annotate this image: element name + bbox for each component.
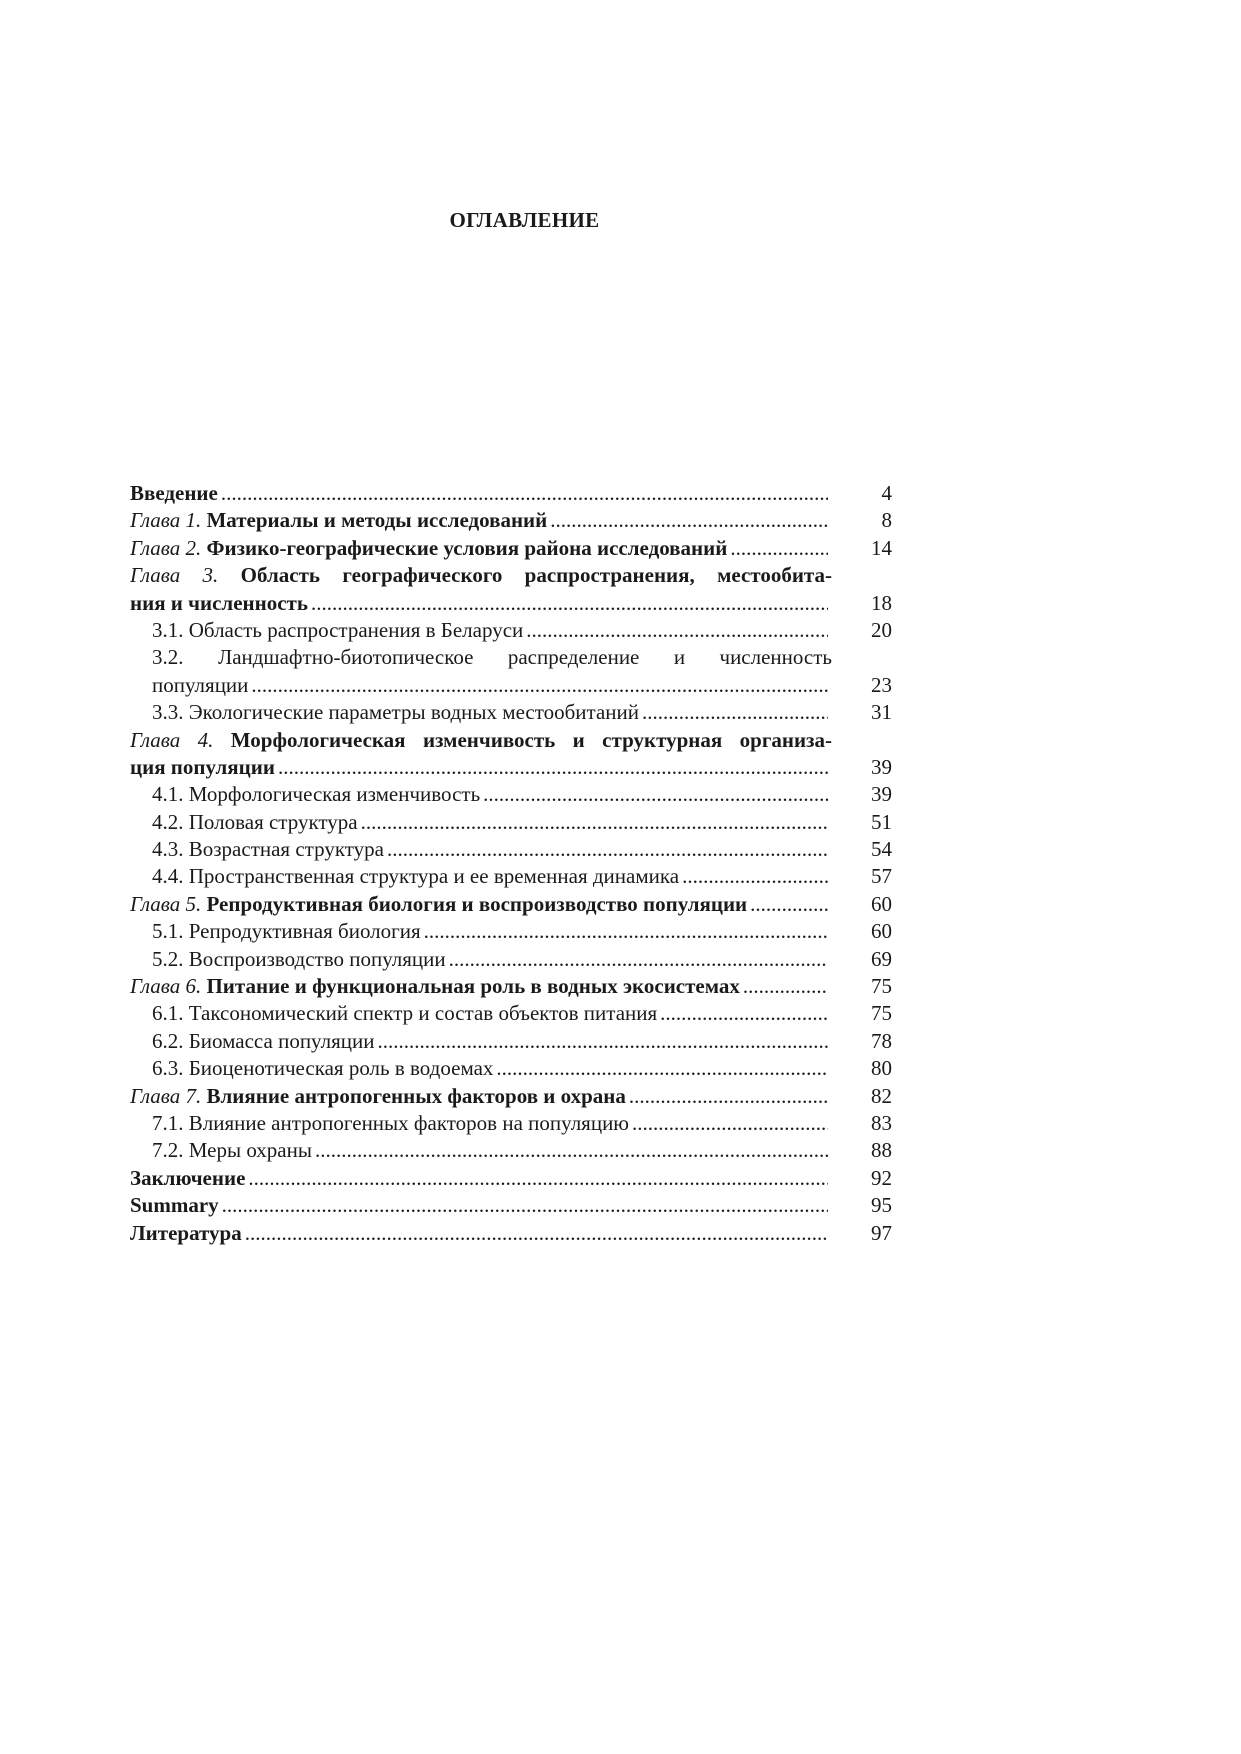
toc-chapter-label: Глава 7. [130,1083,202,1108]
toc-page-number: 23 [871,672,892,697]
toc-page-number: 4 [881,481,892,505]
toc-page-number: 60 [871,891,892,916]
toc-title-continued: ция популяции [130,754,275,779]
toc-title: 6.2. Биомасса популяции [152,1028,375,1053]
toc-leader [222,1192,828,1219]
toc-title: 4.3. Возрастная структура [152,837,384,862]
toc-chapter-label: Глава 6. [130,974,202,999]
toc-entry-chapter-3[interactable] [130,590,892,617]
toc-title: Область географического распространения, местообита- [240,563,832,588]
toc-title: 4.4. Пространственная структура и ее временная динамика [152,864,680,889]
toc-leader [248,1165,828,1192]
toc-justified-line [130,562,832,589]
toc-leader [642,699,828,726]
toc-entry-chapter-7[interactable] [130,1083,892,1110]
toc-leader [629,1083,828,1110]
toc-leader [387,836,828,863]
toc-leader [315,1137,828,1164]
toc-leader [278,754,828,781]
toc-title: 4.2. Половая структура [152,809,358,834]
toc-chapter-label: Глава 1. [130,508,202,533]
toc-title: 7.1. Влияние антропогенных факторов на популяцию [152,1110,629,1135]
toc-entry-section-6-2[interactable] [130,1028,892,1055]
toc-page-number: 8 [881,508,892,533]
toc-title: 5.1. Репродуктивная биология [152,919,421,944]
toc-page-number: 82 [871,1083,892,1108]
table-of-contents [130,480,892,1247]
toc-leader [743,973,828,1000]
toc-entry-section-7-2[interactable] [130,1137,892,1164]
toc-title: 6.3. Биоценотическая роль в водоемах [152,1056,494,1081]
toc-entry-section-6-1[interactable] [130,1000,892,1027]
toc-page-number: 57 [871,864,892,889]
toc-leader [483,781,828,808]
toc-title: Морфологическая изменчивость и структурная организа- [230,727,832,752]
toc-page-number: 39 [871,782,892,807]
toc-leader [221,480,828,507]
toc-entry-section-3-2[interactable] [130,672,892,699]
toc-page-number: 20 [871,617,892,642]
toc-entry-chapter-4[interactable] [130,754,892,781]
toc-title: Влияние антропогенных факторов и охрана [206,1083,626,1108]
toc-page-number: 18 [871,590,892,615]
toc-title: Заключение [130,1165,246,1190]
toc-leader [550,507,828,534]
toc-entry-summary[interactable] [130,1192,892,1219]
toc-entry-chapter-2[interactable] [130,535,892,562]
toc-title: 6.1. Таксономический спектр и состав объектов питания [152,1001,658,1026]
toc-entry-references[interactable] [130,1220,892,1247]
toc-page-number: 69 [871,946,892,971]
toc-entry-section-5-2[interactable] [130,946,892,973]
toc-entry-section-3-3[interactable] [130,699,892,726]
toc-page-number: 51 [871,809,892,834]
toc-page-number: 83 [871,1110,892,1135]
toc-title-continued: ния и численность [130,590,308,615]
toc-title: 7.2. Меры охраны [152,1138,312,1163]
toc-leader [730,535,828,562]
toc-page-number: 75 [871,1001,892,1026]
toc-leader [526,617,828,644]
toc-title: Физико-географические условия района исследований [206,535,728,560]
toc-entry-section-4-3[interactable] [130,836,892,863]
toc-leader [660,1000,828,1027]
toc-chapter-label: Глава 4. [130,727,214,752]
toc-entry-chapter-5[interactable] [130,891,892,918]
toc-title: Введение [130,481,218,505]
toc-leader [496,1055,828,1082]
toc-leader [682,863,828,890]
toc-entry-section-4-1[interactable] [130,781,892,808]
toc-chapter-label: Глава 2. [130,535,202,560]
toc-title: 3.3. Экологические параметры водных местообитаний [152,700,640,725]
toc-leader [449,946,828,973]
toc-justified-line [130,727,832,754]
toc-title: Литература [130,1220,242,1245]
toc-chapter-label: Глава 3. [130,563,219,588]
toc-title: 3.1. Область распространения в Беларуси [152,617,524,642]
toc-entry-section-5-1[interactable] [130,918,892,945]
toc-entry-section-4-4[interactable] [130,863,892,890]
toc-entry-conclusion[interactable] [130,1165,892,1192]
toc-page-number: 54 [871,837,892,862]
page-title: ОГЛАВЛЕНИЕ [449,208,600,232]
toc-entry-chapter-3-first-line[interactable] [130,562,832,589]
toc-leader [632,1110,828,1137]
toc-entry-chapter-6[interactable] [130,973,892,1000]
toc-leader [245,1220,828,1247]
toc-chapter-label: Глава 5. [130,891,202,916]
toc-page-number: 95 [871,1193,892,1218]
toc-page-number: 60 [871,919,892,944]
toc-page-number: 92 [871,1165,892,1190]
toc-title: 3.2. Ландшафтно-биотопическое распределение и численность [152,645,832,670]
toc-title: 4.1. Морфологическая изменчивость [152,782,481,807]
toc-page-number: 31 [871,700,892,725]
toc-entry-section-3-1[interactable] [130,617,892,644]
toc-title-continued: популяции [152,672,249,697]
toc-entry-chapter-1[interactable] [130,507,892,534]
toc-page-number: 97 [871,1220,892,1245]
toc-entry-section-6-3[interactable] [130,1055,892,1082]
toc-leader [750,891,828,918]
toc-title: Summary [130,1193,219,1218]
toc-leader [311,590,828,617]
toc-page-number: 78 [871,1028,892,1053]
toc-page-number: 14 [871,535,892,560]
toc-leader [251,672,828,699]
toc-entry-section-7-1[interactable] [130,1110,892,1137]
toc-page-number: 88 [871,1138,892,1163]
toc-title: Материалы и методы исследований [206,508,548,533]
toc-leader [378,1028,829,1055]
toc-page-number: 75 [871,974,892,999]
toc-title: Питание и функциональная роль в водных экосистемах [206,974,740,999]
toc-entry-chapter-4-first-line[interactable] [130,727,832,754]
toc-leader [361,809,828,836]
toc-title: Репродуктивная биология и воспроизводство популяции [206,891,748,916]
toc-leader [424,918,828,945]
toc-entry-intro[interactable] [130,480,892,507]
toc-entry-section-4-2[interactable] [130,809,892,836]
toc-title: 5.2. Воспроизводство популяции [152,946,446,971]
toc-entry-section-3-2-first-line[interactable] [130,644,832,671]
toc-page-number: 39 [871,754,892,779]
toc-page-number: 80 [871,1056,892,1081]
